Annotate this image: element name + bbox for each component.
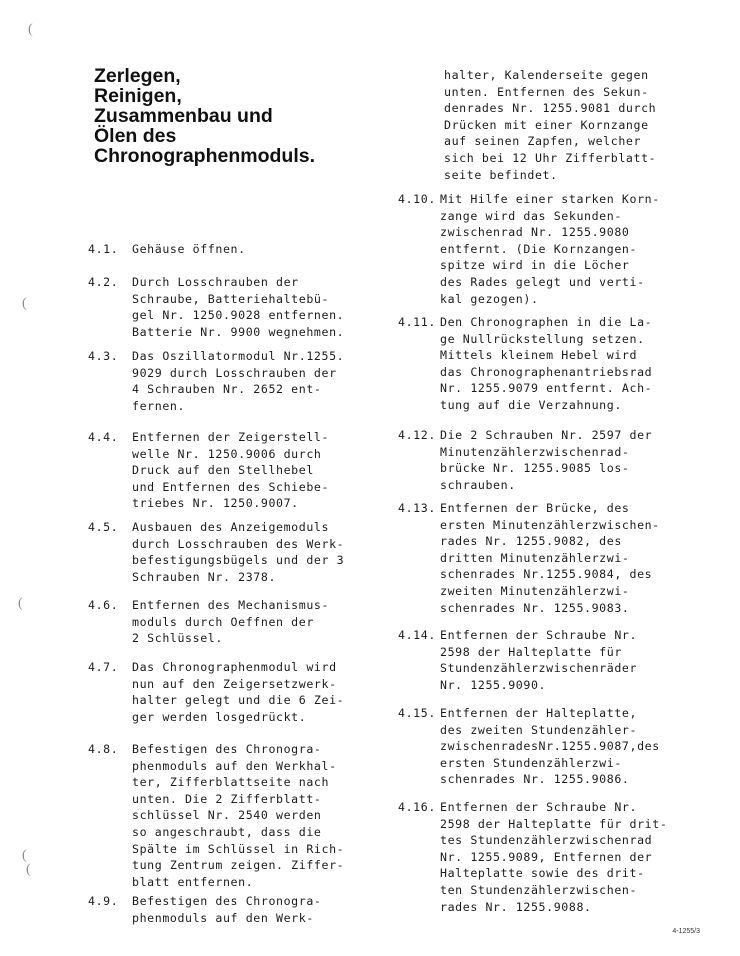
- title-line: Ölen des: [94, 125, 177, 147]
- step-text-line: gel Nr. 1250.9028 entfernen.: [132, 308, 345, 323]
- step-text-line: schenrades Nr. 1255.9083.: [440, 600, 630, 615]
- step-number: 4.15.: [398, 706, 436, 720]
- step-text-line: 2 Schlüssel.: [132, 631, 223, 646]
- step-text-line: durch Losschrauben des Werk-: [132, 536, 345, 551]
- step-text-line: entfernt. (Die Kornzangen-: [440, 241, 638, 256]
- step-text-line: 9029 durch Losschrauben der: [132, 365, 337, 380]
- step-text-line: halter gelegt und die 6 Zei-: [132, 693, 345, 708]
- margin-mark: (: [28, 22, 33, 37]
- step-text-line: Entfernen der Schraube Nr.: [440, 628, 638, 642]
- step-number: 4.3.: [88, 349, 119, 363]
- step-text-line: Stundenzählerzwischenräder: [440, 661, 638, 676]
- step-text: [440, 314, 652, 414]
- step-text-line: ersten Stundenzählerzwi-: [440, 755, 622, 770]
- step-text-line: denrades Nr. 1255.9081 durch: [444, 101, 657, 116]
- step-text-line: des zweiten Stundenzähler-: [440, 722, 638, 737]
- step-text: [132, 241, 246, 258]
- step-text-line: unten. Entfernen des Sekun-: [444, 84, 649, 99]
- step-text-line: und Entfernen des Schiebe-: [132, 479, 330, 494]
- step-number: 4.13.: [398, 501, 436, 515]
- step-text-line: spitze wird in die Löcher: [440, 258, 630, 273]
- step-number: 4.1.: [88, 242, 119, 256]
- step-text-line: Befestigen des Chronogra-: [132, 894, 322, 908]
- step-number: 4.16.: [398, 800, 436, 814]
- step-number: 4.10.: [398, 192, 436, 206]
- step-text-line: Schrauben Nr. 2378.: [132, 569, 277, 584]
- step-text-line: Entfernen der Brücke, des: [440, 501, 630, 515]
- step-text-line: triebes Nr. 1250.9007.: [132, 496, 299, 511]
- step-text-line: tung auf die Verzahnung.: [440, 397, 622, 412]
- step-text: [444, 67, 656, 183]
- step-text-line: phenmoduls auf den Werkhal-: [132, 758, 337, 773]
- step-text-line: das Chronographenantriebsrad: [440, 364, 653, 379]
- step-text-line: Das Chronographenmodul wird: [132, 660, 337, 674]
- step-text-line: 2598 der Halteplatte für drit-: [440, 816, 668, 831]
- step-text-line: zwischenrad Nr. 1255.9080: [440, 225, 630, 240]
- step-text-line: kal gezogen).: [440, 291, 539, 306]
- step-text-line: Batterie Nr. 9900 wegnehmen.: [132, 324, 345, 339]
- step-text: [440, 191, 660, 307]
- step-text: [132, 893, 322, 926]
- step-text: [132, 274, 344, 340]
- step-text-line: moduls durch Oeffnen der: [132, 614, 314, 629]
- step-text-line: welle Nr. 1250.9006 durch: [132, 446, 322, 461]
- title-line: Zusammenbau und: [94, 105, 273, 127]
- step-text-line: brücke Nr. 1255.9085 los-: [440, 461, 630, 476]
- step-text-line: schlüssel Nr. 2540 werden: [132, 808, 322, 823]
- step-text-line: Nr. 1255.9090.: [440, 677, 547, 692]
- step-text-line: Spälte im Schlüssel in Rich-: [132, 841, 345, 856]
- step-text-line: zwischenradesNr.1255.9087,des: [440, 739, 660, 754]
- step-text-line: Die 2 Schrauben Nr. 2597 der: [440, 428, 653, 442]
- step-text-line: Durch Losschrauben der: [132, 275, 299, 289]
- step-number: 4.12.: [398, 428, 436, 442]
- step-number: 4.7.: [88, 660, 119, 674]
- step-text-line: phenmoduls auf den Werk-: [132, 910, 314, 925]
- step-text: [440, 627, 637, 693]
- step-number: 4.14.: [398, 628, 436, 642]
- step-text-line: dritten Minutenzählerzwi-: [440, 550, 630, 565]
- step-text-line: rades Nr. 1255.9082, des: [440, 534, 622, 549]
- step-text-line: Das Oszillatormodul Nr.1255.: [132, 349, 345, 363]
- title-line: Reinigen,: [94, 85, 182, 107]
- step-number: 4.8.: [88, 742, 119, 756]
- step-text-line: Mit Hilfe einer starken Korn-: [440, 192, 660, 206]
- step-text-line: 2598 der Halteplatte für: [440, 644, 622, 659]
- step-text-line: sich bei 12 Uhr Zifferblatt-: [444, 150, 657, 165]
- margin-mark: (: [22, 848, 27, 863]
- step-text-line: seite befindet.: [444, 167, 558, 182]
- page-title: [94, 66, 394, 166]
- step-text: [132, 519, 344, 585]
- title-line: Chronographenmoduls.: [94, 145, 315, 167]
- margin-mark: (: [18, 596, 23, 611]
- step-text: [132, 348, 344, 414]
- step-text-line: blatt entfernen.: [132, 874, 254, 889]
- step-text-line: Entfernen des Mechanismus-: [132, 598, 330, 612]
- step-text: [132, 429, 329, 512]
- step-text-line: zange wird das Sekunden-: [440, 208, 622, 223]
- step-text: [440, 500, 660, 616]
- step-text-line: Nr. 1255.9089, Entfernen der: [440, 849, 653, 864]
- step-number: 4.2.: [88, 275, 119, 289]
- margin-mark: (: [26, 862, 31, 877]
- step-text-line: Entfernen der Zeigerstell-: [132, 430, 330, 444]
- step-number: 4.9.: [88, 894, 119, 908]
- step-text-line: tung Zentrum zeigen. Ziffer-: [132, 858, 345, 873]
- step-text-line: schenrades Nr.1255.9084, des: [440, 567, 653, 582]
- step-text-line: halter, Kalenderseite gegen: [444, 68, 649, 82]
- step-text: [132, 597, 329, 647]
- step-text-line: Schraube, Batteriehaltebü-: [132, 291, 330, 306]
- step-text-line: schrauben.: [440, 477, 516, 492]
- step-text-line: auf seinen Zapfen, welcher: [444, 134, 642, 149]
- step-text-line: des Rades gelegt und verti-: [440, 274, 645, 289]
- step-text-line: Mittels kleinem Hebel wird: [440, 348, 638, 363]
- step-text-line: fernen.: [132, 398, 186, 413]
- step-text-line: ge Nullrückstellung setzen.: [440, 331, 645, 346]
- step-number: 4.5.: [88, 520, 119, 534]
- step-text-line: tes Stundenzählerzwischenrad: [440, 833, 653, 848]
- step-text-line: Drücken mit einer Kornzange: [444, 117, 649, 132]
- step-text-line: schenrades Nr. 1255.9086.: [440, 772, 630, 787]
- step-text-line: Halteplatte sowie des drit-: [440, 866, 645, 881]
- step-text-line: Minutenzählerzwischenrad-: [440, 444, 630, 459]
- step-text-line: so angeschraubt, dass die: [132, 824, 322, 839]
- step-text-line: nun auf den Zeigersetzwerk-: [132, 676, 337, 691]
- step-text-line: Ausbauen des Anzeigemoduls: [132, 520, 330, 534]
- step-text-line: ersten Minutenzählerzwischen-: [440, 517, 660, 532]
- page-code: 4-1255/3: [672, 928, 700, 935]
- step-text-line: Entfernen der Schraube Nr.: [440, 800, 638, 814]
- step-text-line: Befestigen des Chronogra-: [132, 742, 322, 756]
- step-text-line: Gehäuse öffnen.: [132, 242, 246, 256]
- step-text-line: Entfernen der Halteplatte,: [440, 706, 638, 720]
- step-text: [440, 427, 652, 493]
- step-text: [132, 741, 344, 890]
- title-line: Zerlegen,: [94, 65, 181, 87]
- step-number: 4.11.: [398, 315, 436, 329]
- margin-mark: (: [22, 296, 27, 311]
- step-text-line: Druck auf den Stellhebel: [132, 463, 314, 478]
- step-text: [440, 799, 667, 915]
- step-text: [440, 705, 660, 788]
- step-text-line: ger werden losgedrückt.: [132, 709, 307, 724]
- step-number: 4.6.: [88, 598, 119, 612]
- step-text-line: 4 Schrauben Nr. 2652 ent-: [132, 382, 322, 397]
- step-text-line: ten Stundenzählerzwischen-: [440, 882, 638, 897]
- step-text-line: befestigungsbügels und der 3: [132, 553, 345, 568]
- step-text: [132, 659, 344, 725]
- step-text-line: rades Nr. 1255.9088.: [440, 899, 592, 914]
- step-number: 4.4.: [88, 430, 119, 444]
- step-text-line: Nr. 1255.9079 entfernt. Ach-: [440, 381, 653, 396]
- step-text-line: zweiten Minutenzählerzwi-: [440, 583, 630, 598]
- step-text-line: unten. Die 2 Zifferblatt-: [132, 791, 322, 806]
- step-text-line: ter, Zifferblattseite nach: [132, 775, 330, 790]
- step-text-line: Den Chronographen in die La-: [440, 315, 653, 329]
